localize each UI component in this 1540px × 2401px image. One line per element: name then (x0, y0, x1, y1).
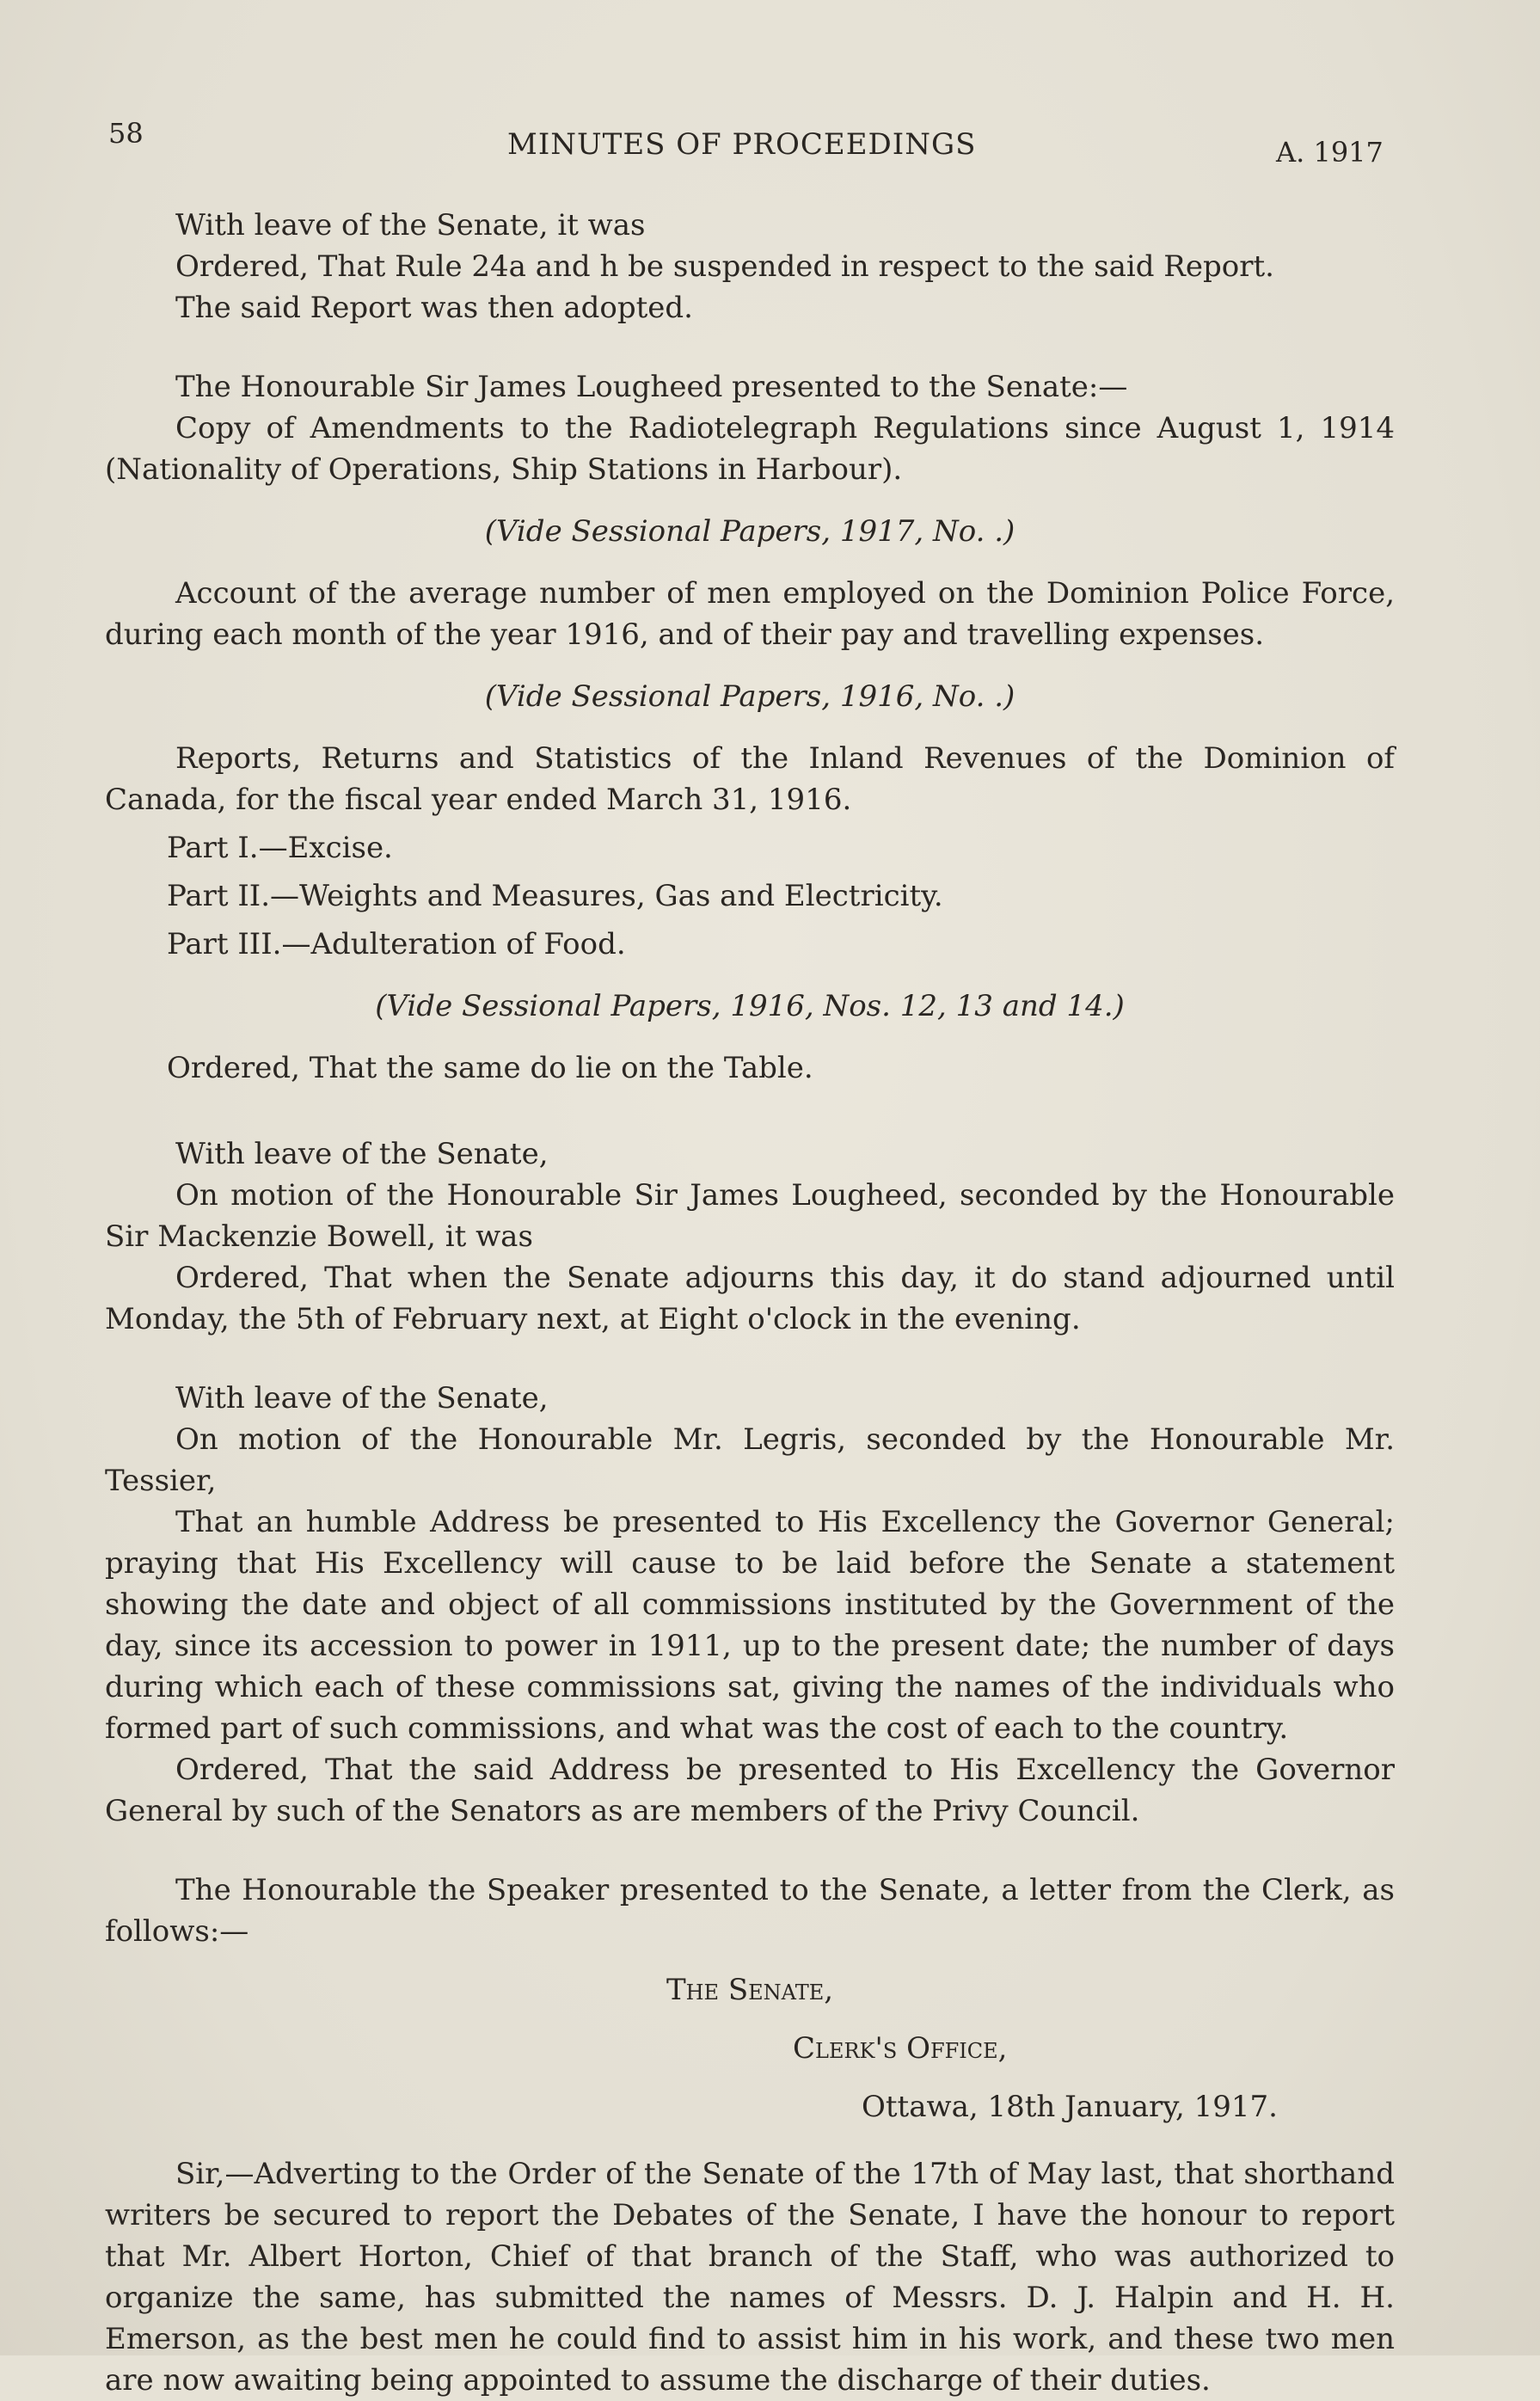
paragraph: With leave of the Senate, it was (175, 208, 646, 243)
paragraph: On motion of the Honourable Sir James Lougheed, seconded by the Honourable Sir Mackenzie Bowell, it was (105, 1178, 1395, 1254)
paragraph: Reports, Returns and Statistics of the Inland Revenues of the Dominion of Canada, for the fiscal year ended March 31, 1916. (105, 741, 1395, 817)
paragraph: The said Report was then adopted. (175, 291, 693, 325)
paragraph: Account of the average number of men employed on the Dominion Police Force, during each month of the year 1916, and of their pay and travelling expenses. (105, 576, 1395, 652)
paragraph: Ordered, That Rule 24a and h be suspended in respect to the said Report. (175, 249, 1274, 284)
paragraph: Copy of Amendments to the Radiotelegraph Regulations since August 1, 1914 (Nationality of Operations, Ship Stations in Harbour). (105, 411, 1395, 487)
paragraph: The Honourable Sir James Lougheed presented to the Senate:— (175, 370, 1128, 404)
paragraph: Ordered, That the said Address be presented to His Excellency the Governor General by such of the Senators as are members of the Privy Council. (105, 1753, 1395, 1828)
paragraph: On motion of the Honourable Mr. Legris, seconded by the Honourable Mr. Tessier, (105, 1422, 1395, 1498)
paragraph: With leave of the Senate, (175, 1137, 549, 1171)
letter-heading-office: Clerk's Office, (793, 2031, 1008, 2066)
report-part: Part III.—Adulteration of Food. (167, 927, 626, 961)
paragraph: Ordered, That when the Senate adjourns this day, it do stand adjourned until Monday, the 5th of February next, at Eight o'clock in the evening. (105, 1261, 1395, 1336)
letter-body: Sir,—Adverting to the Order of the Senate of the 17th of May last, that shorthand writers be secured to report the Debates of the Senate, I have the honour to report that Mr. Albert Horton, Chief of that branch of the Staff, who was authorized to organize the same, has submitted the names of Messrs. D. J. Halpin and H. H. Emerson, as the best men he could find to assist him in his work, and these two men are now awaiting being appointed to assume the discharge of their duties. (105, 2157, 1395, 2398)
report-part: Part II.—Weights and Measures, Gas and Electricity. (167, 879, 943, 913)
sessional-papers-reference: (Vide Sessional Papers, 1916, Nos. 12, 13 and 14.) (375, 989, 1125, 1023)
paragraph: That an humble Address be presented to His Excellency the Governor General; praying that His Excellency will cause to be laid before the Senate a statement showing the date and object of all commissions instituted by the Government of the day, since its accession to power in 1911, up to the present date; the number of days during which each of these commissions sat, giving the names of the individuals who formed part of such commissions, and what was the cost of each to the country. (105, 1505, 1395, 1746)
document-body (105, 205, 1395, 2401)
report-part: Part I.—Excise. (167, 831, 393, 865)
volume-year: A. 1917 (1276, 136, 1384, 169)
paragraph: The Honourable the Speaker presented to the Senate, a letter from the Clerk, as follows:— (105, 1873, 1395, 1949)
sessional-papers-reference: (Vide Sessional Papers, 1917, No. .) (484, 514, 1015, 549)
running-title: MINUTES OF PROCEEDINGS (507, 127, 977, 162)
paragraph: Ordered, That the same do lie on the Table. (167, 1051, 813, 1085)
letter-heading-senate: The Senate, (666, 1973, 834, 2007)
letter-date: Ottawa, 18th January, 1917. (862, 2090, 1278, 2124)
sessional-papers-reference: (Vide Sessional Papers, 1916, No. .) (484, 679, 1015, 714)
page-number: 58 (108, 117, 144, 150)
paragraph: With leave of the Senate, (175, 1381, 549, 1415)
